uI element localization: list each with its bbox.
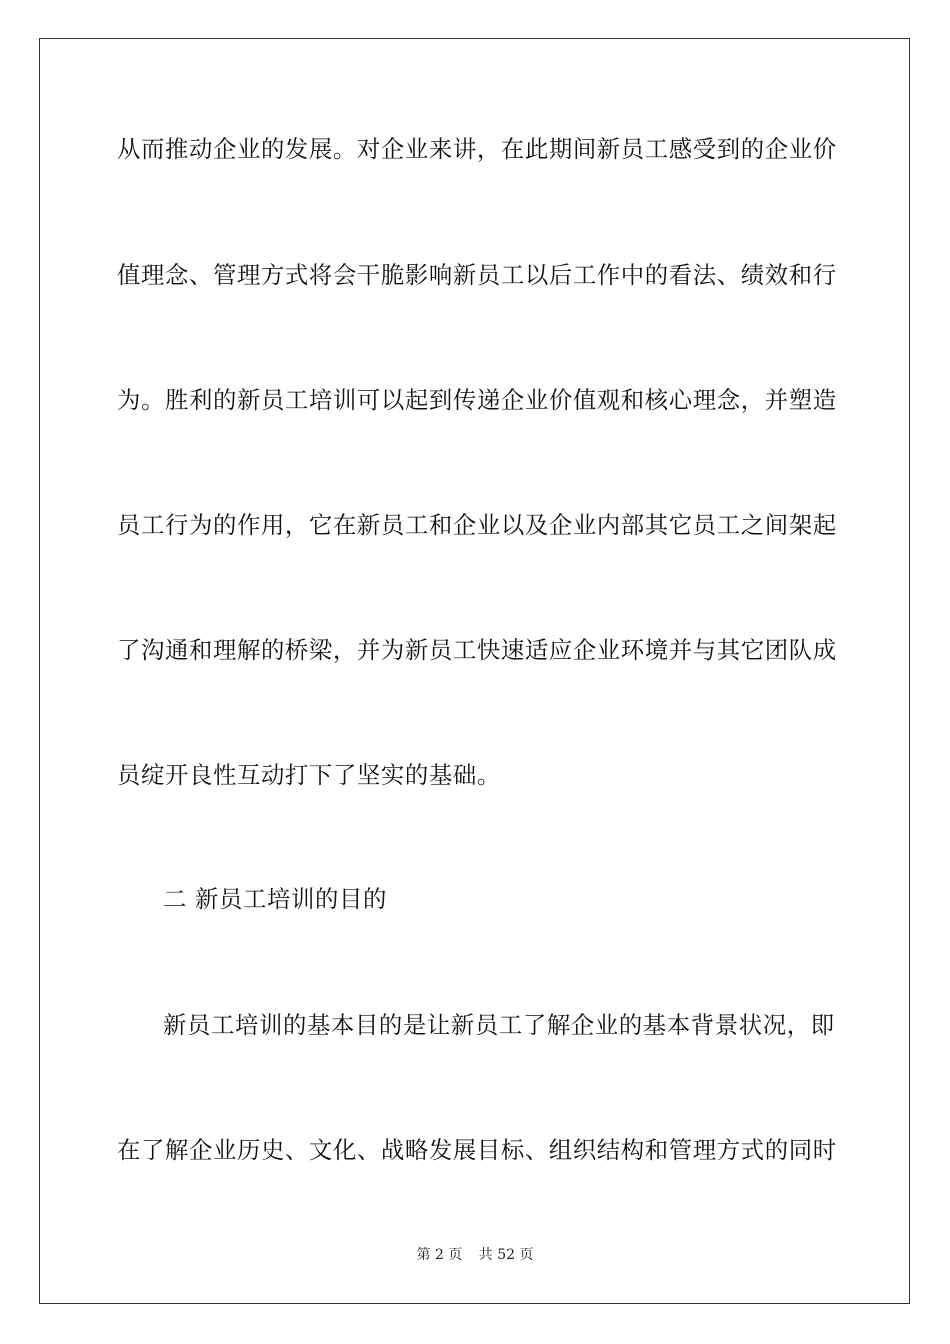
page-footer	[0, 1246, 950, 1264]
body-text-line: 了沟通和理解的桥梁，并为新员工快速适应企业环境并与其它团队成	[117, 636, 837, 664]
body-text-line: 为。胜利的新员工培训可以起到传递企业价值观和核心理念，并塑造	[117, 386, 837, 414]
section-heading: 二 新员工培训的目的	[163, 885, 387, 913]
page-number: 第 2 页	[416, 1247, 463, 1263]
body-text-line: 从而推动企业的发展。对企业来讲，在此期间新员工感受到的企业价	[117, 135, 837, 163]
body-text-line: 员绽开良性互动打下了坚实的基础。	[117, 761, 501, 789]
page-border	[39, 38, 910, 1304]
body-text-line: 员工行为的作用，它在新员工和企业以及企业内部其它员工之间架起	[117, 511, 837, 539]
page-total: 共 52 页	[478, 1247, 534, 1263]
body-text-line: 值理念、管理方式将会干脆影响新员工以后工作中的看法、绩效和行	[117, 261, 837, 289]
body-text-line: 新员工培训的基本目的是让新员工了解企业的基本背景状况，即	[163, 1011, 835, 1039]
body-text-line: 在了解企业历史、文化、战略发展目标、组织结构和管理方式的同时	[117, 1136, 837, 1164]
